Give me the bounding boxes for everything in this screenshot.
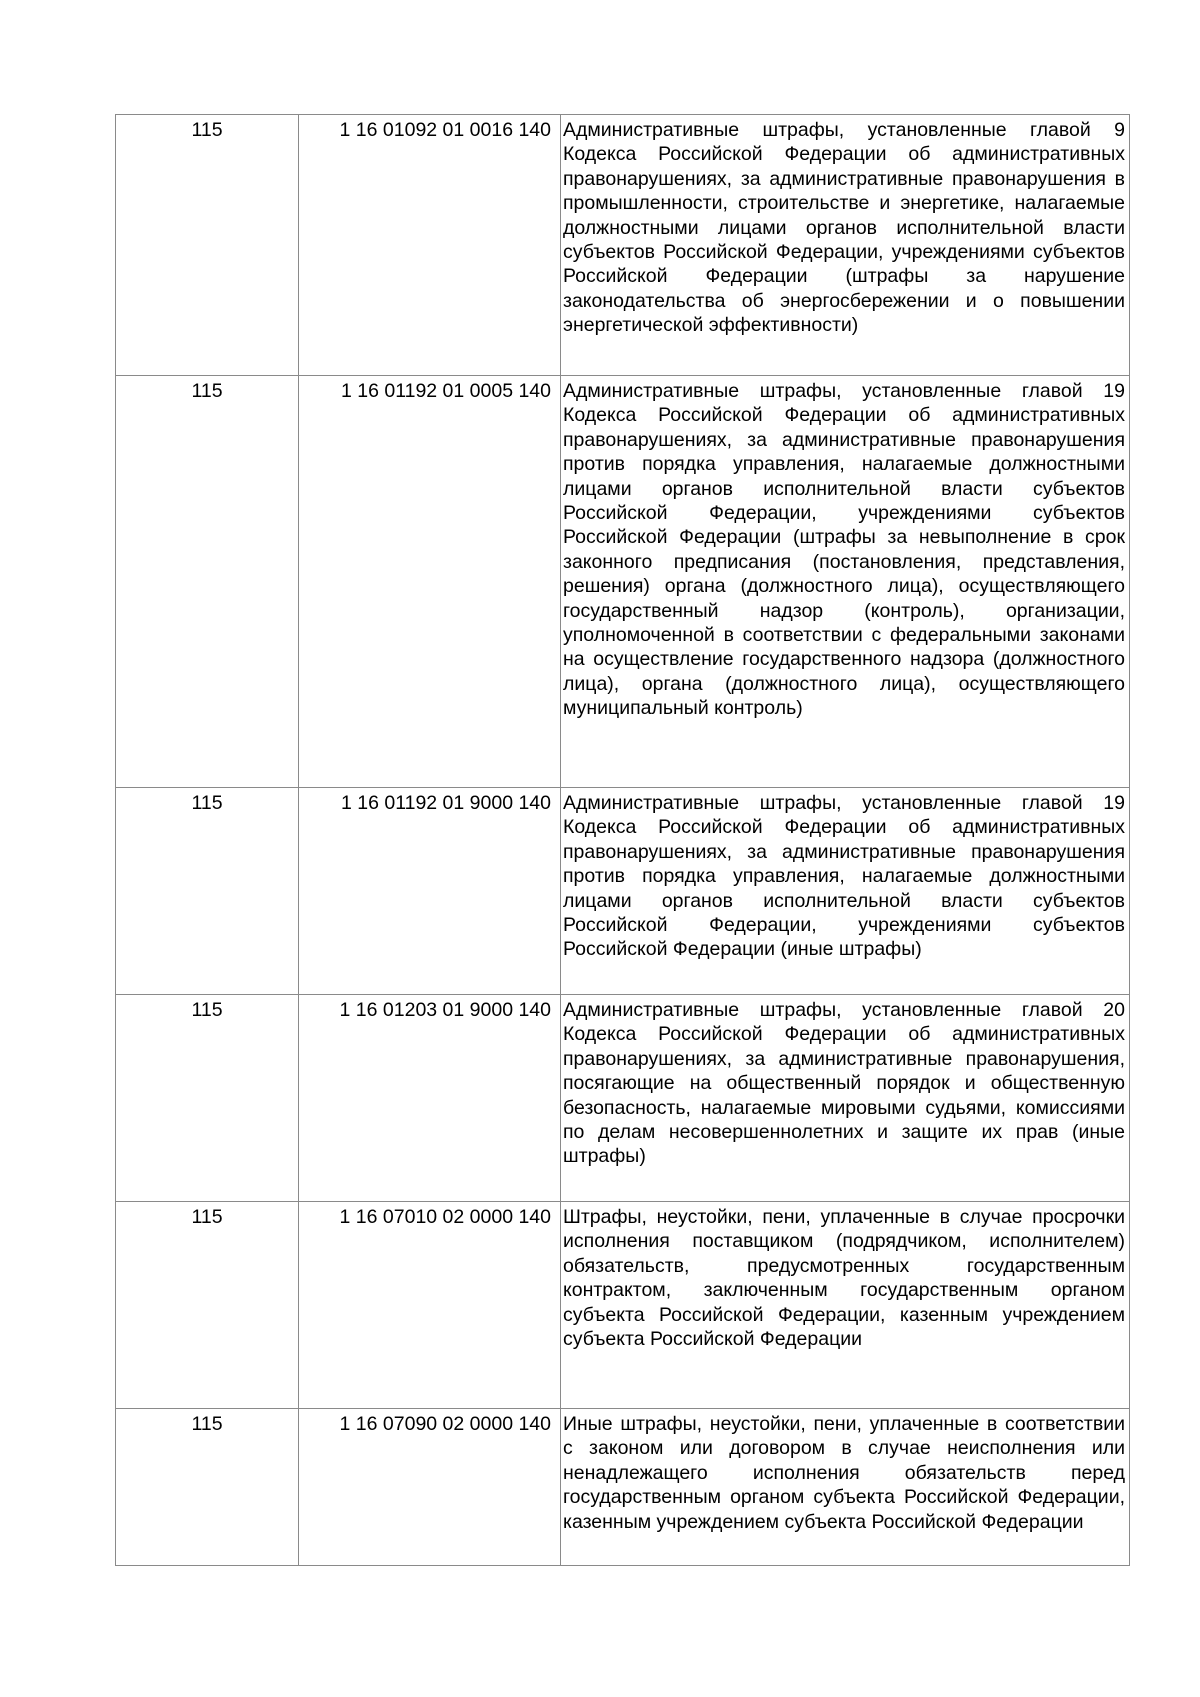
table-row: [116, 1409, 1130, 1566]
admin-code-cell: 115: [116, 376, 299, 788]
description-cell: Иные штрафы, неустойки, пени, уплаченные в соответствии с законом или договором в случае неисполнения или ненадлежащего исполнения обязательств перед государственным органом субъекта Российской Федерации, казенным учреждением субъекта Российской Федерации: [561, 1409, 1130, 1566]
description-cell: Административные штрафы, установленные главой 19 Кодекса Российской Федерации об административных правонарушениях, за административные правонарушения против порядка управления, налагаемые должностными лицами органов исполнительной власти субъектов Российской Федерации, учреждениями субъектов Российской Федерации (иные штрафы): [561, 788, 1130, 995]
table-row: [116, 376, 1130, 788]
budget-code-cell: 1 16 01203 01 9000 140: [299, 995, 561, 1202]
budget-code-cell: 1 16 07090 02 0000 140: [299, 1409, 561, 1566]
revenue-codes-table: [115, 114, 1130, 1566]
description-cell: Административные штрафы, установленные главой 20 Кодекса Российской Федерации об административных правонарушениях, за административные правонарушения, посягающие на общественный порядок и общественную безопасность, налагаемые мировыми судьями, комиссиями по делам несовершеннолетних и защите их прав (иные штрафы): [561, 995, 1130, 1202]
table-row: [116, 1202, 1130, 1409]
table-row: [116, 788, 1130, 995]
budget-code-cell: 1 16 01192 01 0005 140: [299, 376, 561, 788]
description-cell: Административные штрафы, установленные главой 19 Кодекса Российской Федерации об административных правонарушениях, за административные правонарушения против порядка управления, налагаемые должностными лицами органов исполнительной власти субъектов Российской Федерации, учреждениями субъектов Российской Федерации (штрафы за невыполнение в срок законного предписания (постановления, представления, решения) органа (должностного лица), осуществляющего государственный надзор (контроль), организации, уполномоченной в соответствии с федеральными законами на осуществление государственного надзора (должностного лица), органа (должностного лица), осуществляющего муниципальный контроль): [561, 376, 1130, 788]
description-cell: Штрафы, неустойки, пени, уплаченные в случае просрочки исполнения поставщиком (подрядчиком, исполнителем) обязательств, предусмотренных государственным контрактом, заключенным государственным органом субъекта Российской Федерации, казенным учреждением субъекта Российской Федерации: [561, 1202, 1130, 1409]
admin-code-cell: 115: [116, 115, 299, 376]
budget-code-cell: 1 16 01192 01 9000 140: [299, 788, 561, 995]
admin-code-cell: 115: [116, 788, 299, 995]
budget-code-cell: 1 16 07010 02 0000 140: [299, 1202, 561, 1409]
admin-code-cell: 115: [116, 995, 299, 1202]
description-cell: Административные штрафы, установленные главой 9 Кодекса Российской Федерации об административных правонарушениях, за административные правонарушения в промышленности, строительстве и энергетике, налагаемые должностными лицами органов исполнительной власти субъектов Российской Федерации, учреждениями субъектов Российской Федерации (штрафы за нарушение законодательства об энергосбережении и о повышении энергетической эффективности): [561, 115, 1130, 376]
admin-code-cell: 115: [116, 1202, 299, 1409]
table-row: [116, 995, 1130, 1202]
table-row: [116, 115, 1130, 376]
admin-code-cell: 115: [116, 1409, 299, 1566]
budget-code-cell: 1 16 01092 01 0016 140: [299, 115, 561, 376]
